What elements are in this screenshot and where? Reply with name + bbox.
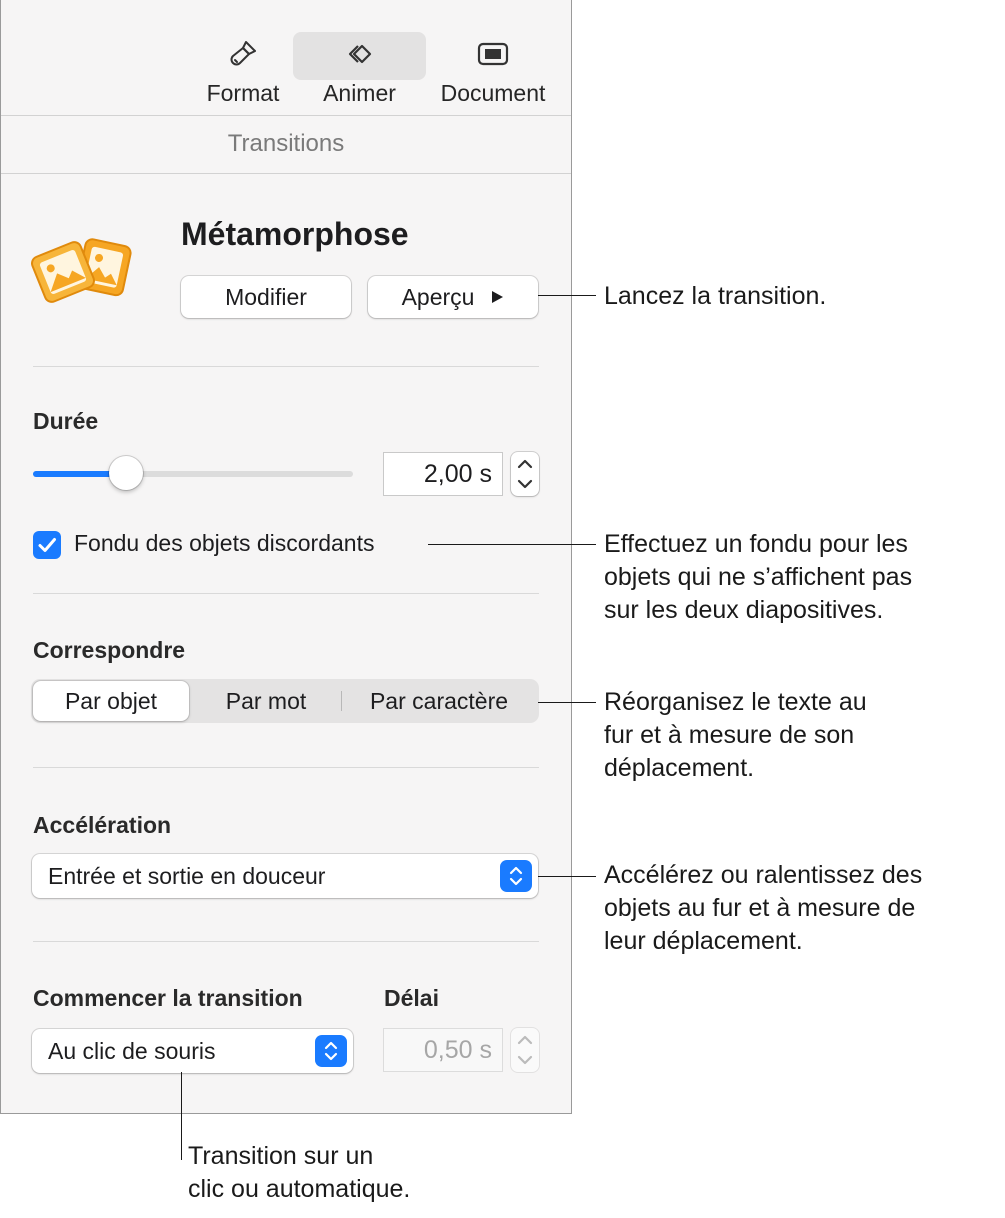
transition-name: Métamorphose (181, 216, 409, 252)
chevron-up-icon (517, 459, 533, 469)
callout-line-acceleration (538, 876, 596, 877)
segment-separator (341, 691, 342, 711)
divider (33, 767, 539, 768)
tab-animate[interactable] (293, 32, 426, 112)
duration-slider-thumb[interactable] (109, 456, 143, 490)
magic-move-photos-icon (31, 228, 135, 308)
chevron-down-icon (517, 479, 533, 489)
match-segmented-control (31, 679, 539, 723)
callout-fade: Effectuez un fondu pour les objets qui ne s’affichent pas sur les deux diapositives. (604, 530, 913, 624)
duration-value: 2,00 s (423, 459, 492, 488)
checkmark-icon (33, 531, 61, 559)
delay-label: Délai (384, 985, 439, 1011)
modify-button[interactable] (181, 276, 351, 318)
document-icon (475, 36, 511, 72)
delay-field[interactable] (383, 1028, 503, 1072)
up-down-chevron-icon (509, 865, 523, 887)
up-down-chevron-icon (324, 1040, 338, 1062)
segment-by-character[interactable] (343, 679, 535, 723)
chevron-down-icon (517, 1055, 533, 1065)
segment-by-character-label: Par caractère (369, 687, 509, 714)
start-transition-popup[interactable] (32, 1029, 353, 1073)
divider (33, 366, 539, 367)
segment-by-object-label: Par objet (64, 687, 158, 714)
acceleration-label: Accélération (33, 812, 172, 838)
segment-by-word[interactable] (191, 679, 341, 723)
diamond-icon (342, 36, 378, 72)
tab-animate-label: Animer (323, 80, 396, 106)
inspector-toolbar (1, 0, 571, 116)
tab-document-label: Document (440, 80, 546, 106)
duration-field[interactable] (383, 452, 503, 496)
transitions-header (1, 116, 571, 174)
callout-line-match (538, 702, 596, 703)
play-icon (490, 290, 504, 304)
tab-document[interactable] (426, 32, 560, 112)
callout-line-start (181, 1072, 182, 1160)
duration-label: Durée (33, 408, 99, 434)
start-transition-label: Commencer la transition (33, 985, 303, 1011)
callout-preview: Lancez la transition. (604, 282, 827, 310)
segment-by-object[interactable] (33, 681, 189, 721)
delay-stepper[interactable] (511, 1028, 539, 1072)
transitions-title: Transitions (227, 130, 345, 157)
acceleration-value: Entrée et sortie en douceur (48, 863, 326, 889)
modify-button-label: Modifier (225, 283, 307, 310)
duration-stepper[interactable] (511, 452, 539, 496)
paintbrush-icon (225, 36, 261, 72)
tab-format-label: Format (206, 80, 280, 106)
duration-slider[interactable] (33, 471, 353, 477)
callout-acceleration: Accélérez ou ralentissez des objets au fur et à mesure de leur déplacement. (604, 861, 923, 955)
chevron-up-icon (517, 1035, 533, 1045)
tab-format[interactable] (193, 32, 293, 112)
acceleration-popup[interactable] (32, 854, 538, 898)
callout-line-preview (538, 295, 596, 296)
popup-arrows (500, 860, 532, 892)
preview-button[interactable] (368, 276, 538, 318)
match-label: Correspondre (33, 637, 186, 663)
delay-value: 0,50 s (423, 1035, 492, 1064)
callout-start: Transition sur un clic ou automatique. (188, 1142, 411, 1203)
divider (33, 593, 539, 594)
fade-checkbox[interactable] (33, 531, 61, 559)
callout-line-fade (428, 544, 596, 545)
popup-arrows (315, 1035, 347, 1067)
divider (33, 941, 539, 942)
fade-checkbox-label[interactable]: Fondu des objets discordants (74, 530, 375, 556)
callout-match: Réorganisez le texte au fur et à mesure de son déplacement. (604, 688, 867, 782)
preview-button-label: Aperçu (401, 283, 475, 310)
segment-by-word-label: Par mot (225, 687, 307, 714)
start-transition-value: Au clic de souris (48, 1038, 216, 1064)
